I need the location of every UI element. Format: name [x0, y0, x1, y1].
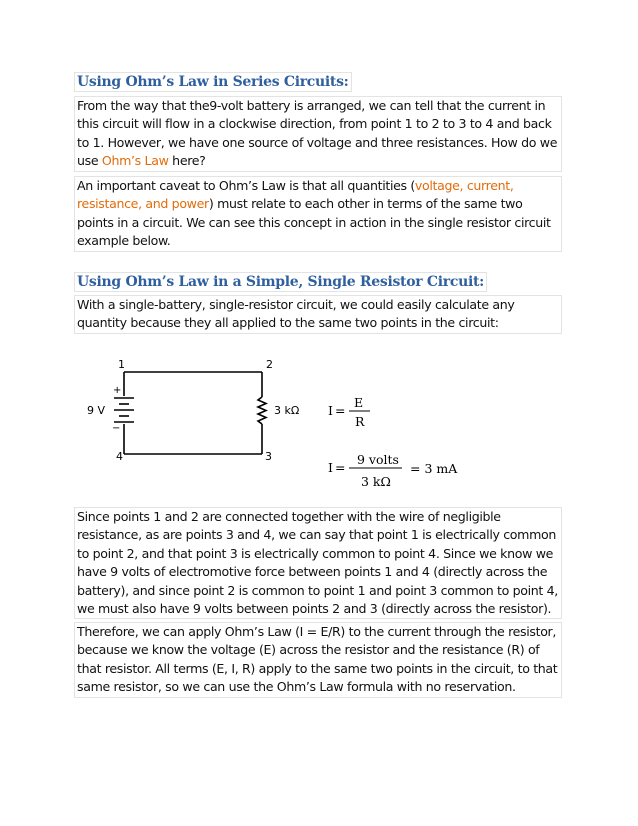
paragraph-single-resistor-intro: With a single-battery, single-resistor circuit, we could easily calculate any quantity because they all applied to the same two points in the circuit:	[74, 295, 562, 334]
ohms-law-equation	[328, 395, 370, 429]
battery-plus-sign: +	[113, 385, 122, 396]
ohms-law-link[interactable]: Ohm’s Law	[101, 153, 169, 169]
eq2-lhs: I	[328, 460, 333, 475]
node-4-label: 4	[116, 450, 123, 463]
eq2-equals: =	[335, 460, 346, 475]
node-3-label: 3	[265, 450, 272, 463]
circuit-wires	[124, 372, 262, 454]
paragraph-apply-ohms-law: Therefore, we can apply Ohm’s Law (I = E/R) to the current through the resistor, because we know the voltage (E) across the resistor and the resistance (R) of that resistor. All terms (E, I, R) apply to the same two points in the circuit, to that same resistor, so we can use the Ohm’s Law formula with no reservation.	[74, 622, 562, 698]
eq1-numerator: E	[354, 395, 364, 410]
resistance-label: 3 kΩ	[274, 404, 300, 417]
eq1-equals: =	[335, 403, 346, 418]
section-heading-single-resistor: Using Ohm’s Law in a Simple, Single Resistor Circuit:	[74, 272, 487, 292]
eq1-denominator: R	[355, 414, 365, 429]
eq2-denominator: 3 kΩ	[361, 474, 391, 489]
calculation-equation	[328, 452, 458, 489]
eq2-result: = 3 mA	[410, 461, 458, 476]
node-2-label: 2	[266, 358, 273, 371]
quantities-link[interactable]: voltage, current, resistance, and power	[77, 178, 514, 212]
battery-minus-sign: −	[112, 423, 121, 434]
paragraph-series-intro: From the way that the9-volt battery is arranged, we can tell that the current in this circuit will flow in a clockwise direction, from point 1 to 2 to 3 to 4 and back to 1. However, we have one source of voltage and three resistances. How do we use Ohm’s Law here?	[74, 96, 562, 172]
resistor-symbol	[258, 397, 266, 424]
battery-voltage-label: 9 V	[87, 404, 106, 417]
node-1-label: 1	[118, 358, 125, 371]
eq2-numerator: 9 volts	[357, 452, 399, 467]
section-heading-series: Using Ohm’s Law in Series Circuits:	[74, 72, 352, 92]
eq1-lhs: I	[328, 403, 333, 418]
battery-symbol	[114, 398, 134, 422]
paragraph-common-points: Since points 1 and 2 are connected together with the wire of negligible resistance, as are points 3 and 4, we can say that point 1 is electrically common to point 2, and that point 3 is electrically common to point 4. Since we know we have 9 volts of electromotive force between points 1 and 4 (directly across the battery), and since point 2 is common to point 1 and point 3 common to point 4, we must also have 9 volts between points 2 and 3 (directly across the resistor).	[74, 507, 562, 619]
paragraph-caveat: An important caveat to Ohm’s Law is that all quantities (voltage, current, resistance, and power) must relate to each other in terms of the same two points in a circuit. We can see this concept in action in the single resistor circuit example below.	[74, 176, 562, 252]
